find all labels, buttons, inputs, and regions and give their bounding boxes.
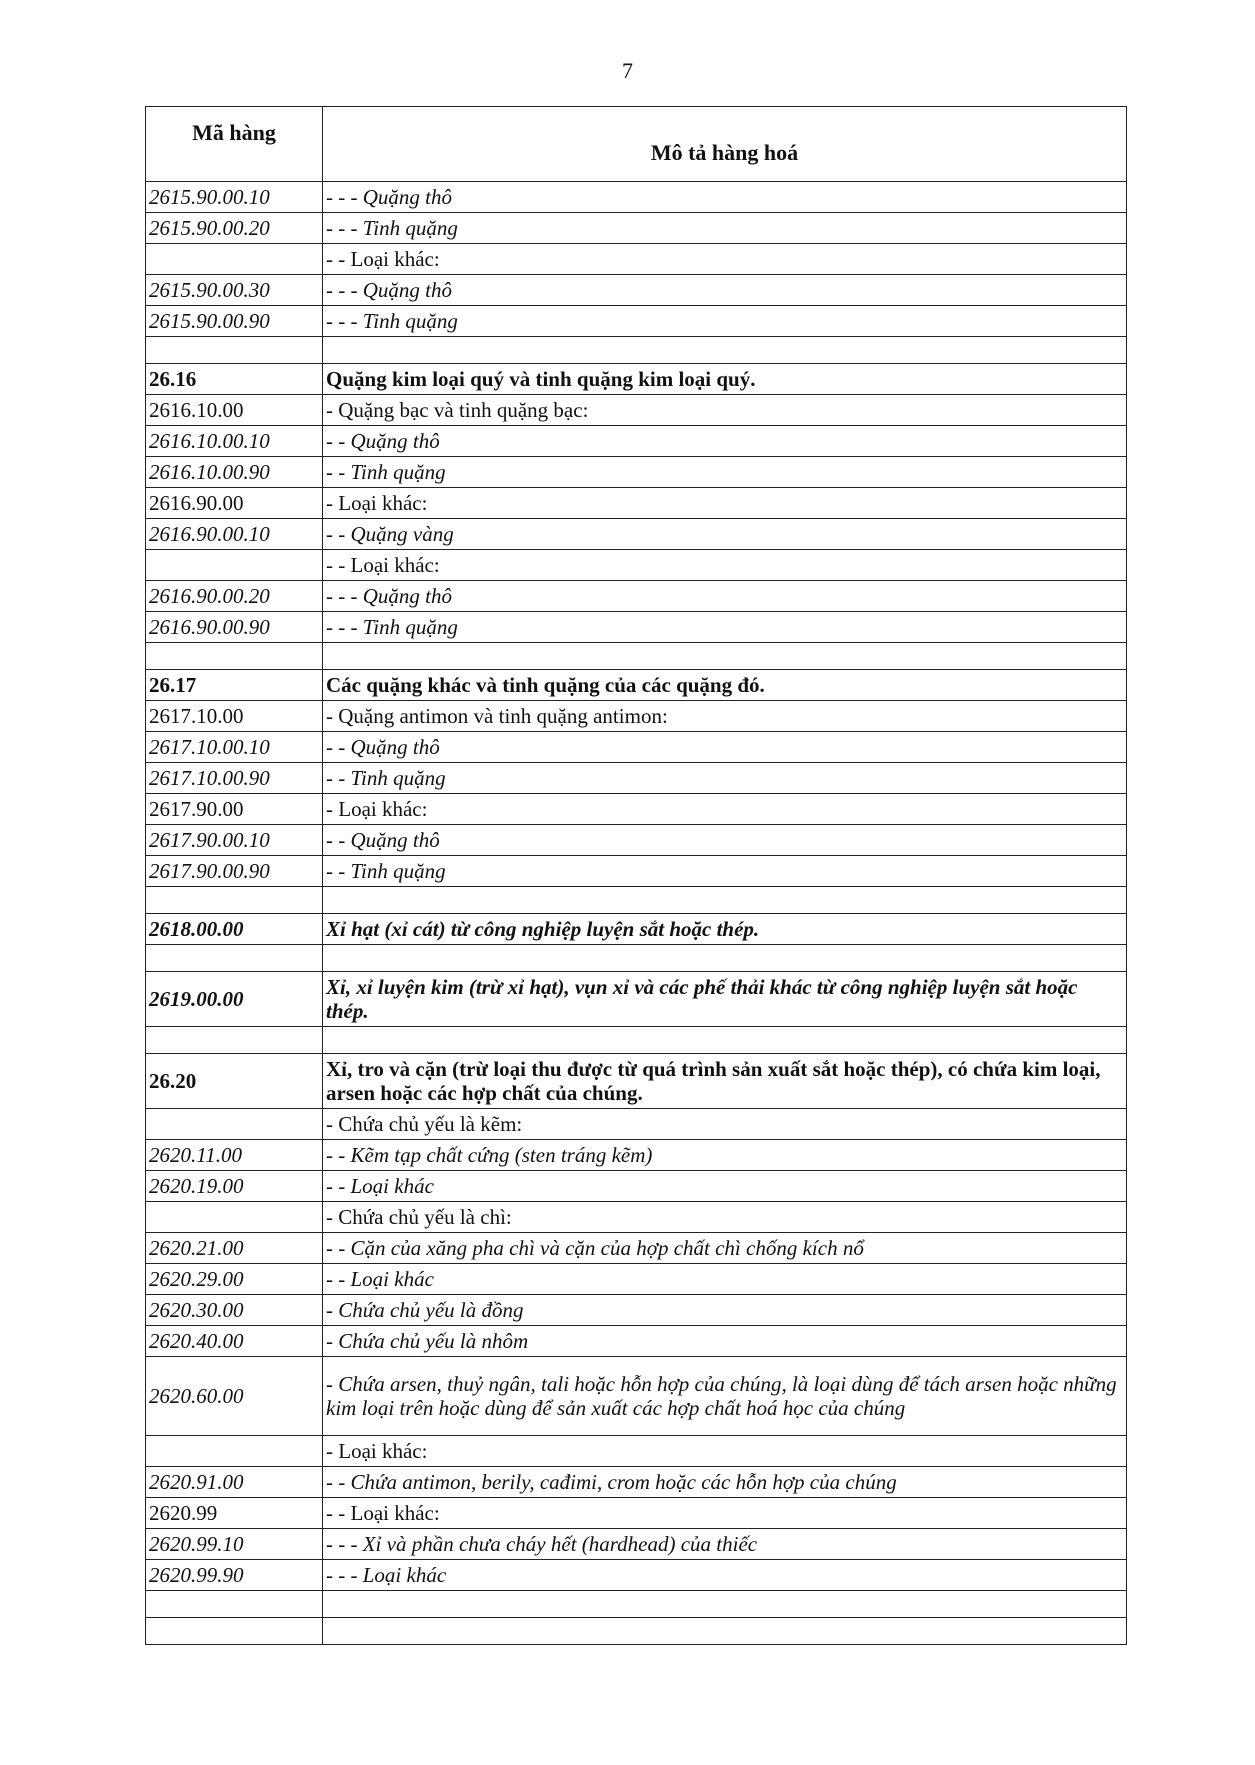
cell-description: - Quặng antimon và tinh quặng antimon: (323, 701, 1127, 732)
cell-description: - Quặng bạc và tinh quặng bạc: (323, 395, 1127, 426)
table-row (146, 1591, 1127, 1618)
cell-code: 2617.10.00.10 (146, 732, 323, 763)
cell-code: 2617.90.00.90 (146, 856, 323, 887)
cell-code: 2617.90.00.10 (146, 825, 323, 856)
cell-description: - - Loại khác: (323, 550, 1127, 581)
table-row (146, 1027, 1127, 1054)
cell-description: - Loại khác: (323, 488, 1127, 519)
cell-description: - - Loại khác (323, 1264, 1127, 1295)
table-row (146, 887, 1127, 914)
cell-code: 2620.91.00 (146, 1467, 323, 1498)
table-header-row (146, 107, 1127, 182)
cell-code: 2616.90.00.10 (146, 519, 323, 550)
cell-code: 2620.99.10 (146, 1529, 323, 1560)
header-code: Mã hàng (146, 107, 323, 182)
cell-description: Quặng kim loại quý và tinh quặng kim loại quý. (323, 364, 1127, 395)
cell-description: - - Quặng thô (323, 732, 1127, 763)
cell-description: - Chứa chủ yếu là kẽm: (323, 1109, 1127, 1140)
cell-code: 2615.90.00.20 (146, 213, 323, 244)
cell-description: - - - Loại khác (323, 1560, 1127, 1591)
cell-code: 2620.11.00 (146, 1140, 323, 1171)
cell-description: - - - Tinh quặng (323, 306, 1127, 337)
cell-description: Xỉ hạt (xỉ cát) từ công nghiệp luyện sắt hoặc thép. (323, 914, 1127, 945)
cell-code: 2620.40.00 (146, 1326, 323, 1357)
table-row (146, 244, 1127, 275)
cell-code: 2615.90.00.90 (146, 306, 323, 337)
cell-description (323, 1591, 1127, 1618)
cell-description: - - - Xỉ và phần chưa cháy hết (hardhead) của thiếc (323, 1529, 1127, 1560)
cell-description: - - Quặng thô (323, 426, 1127, 457)
table-row (146, 1560, 1127, 1591)
cell-code: 26.16 (146, 364, 323, 395)
cell-description: - - Tinh quặng (323, 763, 1127, 794)
cell-description (323, 1618, 1127, 1645)
cell-code (146, 1109, 323, 1140)
table-row (146, 519, 1127, 550)
cell-code: 2620.21.00 (146, 1233, 323, 1264)
table-row (146, 856, 1127, 887)
cell-code: 2616.10.00.10 (146, 426, 323, 457)
table-row (146, 1618, 1127, 1645)
cell-description: - Loại khác: (323, 1436, 1127, 1467)
cell-code (146, 1618, 323, 1645)
cell-code: 2616.90.00 (146, 488, 323, 519)
table-row (146, 1498, 1127, 1529)
cell-code: 2620.29.00 (146, 1264, 323, 1295)
table-row (146, 643, 1127, 670)
cell-code: 2617.10.00 (146, 701, 323, 732)
cell-description: - Loại khác: (323, 794, 1127, 825)
table-row (146, 1467, 1127, 1498)
cell-description (323, 945, 1127, 972)
cell-description (323, 1027, 1127, 1054)
cell-description: - - - Quặng thô (323, 581, 1127, 612)
table-row (146, 1233, 1127, 1264)
cell-code (146, 1027, 323, 1054)
cell-description: - - Quặng vàng (323, 519, 1127, 550)
cell-description: - - - Tinh quặng (323, 612, 1127, 643)
table-row (146, 426, 1127, 457)
cell-code: 2616.10.00 (146, 395, 323, 426)
cell-description (323, 643, 1127, 670)
table-row (146, 972, 1127, 1027)
table-row (146, 1140, 1127, 1171)
table-row (146, 213, 1127, 244)
cell-description: - - - Tinh quặng (323, 213, 1127, 244)
cell-code: 2620.99 (146, 1498, 323, 1529)
table-row (146, 306, 1127, 337)
cell-code: 2620.60.00 (146, 1357, 323, 1436)
cell-description: - - - Quặng thô (323, 182, 1127, 213)
table-row (146, 337, 1127, 364)
cell-description: Xỉ, tro và cặn (trừ loại thu được từ quá trình sản xuất sắt hoặc thép), có chứa kim loại, arsen hoặc các hợp chất của chúng. (323, 1054, 1127, 1109)
cell-code (146, 643, 323, 670)
cell-description: - - Tinh quặng (323, 856, 1127, 887)
table-row (146, 1171, 1127, 1202)
tariff-table (145, 106, 1127, 1645)
cell-code (146, 1591, 323, 1618)
cell-code: 2617.10.00.90 (146, 763, 323, 794)
table-row (146, 488, 1127, 519)
cell-code: 2616.90.00.90 (146, 612, 323, 643)
cell-code: 26.20 (146, 1054, 323, 1109)
table-row (146, 763, 1127, 794)
cell-description: - - Loại khác: (323, 244, 1127, 275)
table-row (146, 1264, 1127, 1295)
table-row (146, 1054, 1127, 1109)
cell-code (146, 1436, 323, 1467)
cell-description: Xỉ, xỉ luyện kim (trừ xỉ hạt), vụn xỉ và các phế thải khác từ công nghiệp luyện sắt hoặc thép. (323, 972, 1127, 1027)
cell-description: - Chứa chủ yếu là chì: (323, 1202, 1127, 1233)
table-row (146, 395, 1127, 426)
cell-description: - - Quặng thô (323, 825, 1127, 856)
table-row (146, 182, 1127, 213)
table-row (146, 1436, 1127, 1467)
table-row (146, 364, 1127, 395)
cell-description: - - Kẽm tạp chất cứng (sten tráng kẽm) (323, 1140, 1127, 1171)
cell-description: - - Tinh quặng (323, 457, 1127, 488)
cell-code: 2616.90.00.20 (146, 581, 323, 612)
cell-code: 2620.99.90 (146, 1560, 323, 1591)
cell-code: 2618.00.00 (146, 914, 323, 945)
cell-description (323, 337, 1127, 364)
cell-description: - - - Quặng thô (323, 275, 1127, 306)
cell-code: 2615.90.00.30 (146, 275, 323, 306)
table-row (146, 612, 1127, 643)
cell-description: - - Chứa antimon, berily, cađimi, crom hoặc các hỗn hợp của chúng (323, 1467, 1127, 1498)
table-row (146, 945, 1127, 972)
cell-code (146, 945, 323, 972)
table-row (146, 825, 1127, 856)
table-row (146, 701, 1127, 732)
table-row (146, 1109, 1127, 1140)
table-row (146, 1357, 1127, 1436)
cell-code (146, 887, 323, 914)
cell-description (323, 887, 1127, 914)
cell-description: Các quặng khác và tinh quặng của các quặng đó. (323, 670, 1127, 701)
header-description: Mô tả hàng hoá (323, 107, 1127, 182)
cell-code: 26.17 (146, 670, 323, 701)
cell-code: 2619.00.00 (146, 972, 323, 1027)
table-row (146, 1202, 1127, 1233)
cell-code: 2615.90.00.10 (146, 182, 323, 213)
table-row (146, 1529, 1127, 1560)
table-row (146, 914, 1127, 945)
cell-code: 2617.90.00 (146, 794, 323, 825)
cell-description: - Chứa arsen, thuỷ ngân, tali hoặc hỗn hợp của chúng, là loại dùng để tách arsen hoặc những kim loại trên hoặc dùng để sản xuất các hợp chất hoá học của chúng (323, 1357, 1127, 1436)
cell-code (146, 1202, 323, 1233)
cell-code: 2620.19.00 (146, 1171, 323, 1202)
cell-code (146, 337, 323, 364)
cell-code: 2616.10.00.90 (146, 457, 323, 488)
cell-code (146, 550, 323, 581)
table-row (146, 794, 1127, 825)
table-row (146, 550, 1127, 581)
table-row (146, 581, 1127, 612)
page-number: 7 (622, 58, 633, 83)
cell-description: - - Cặn của xăng pha chì và cặn của hợp chất chì chống kích nổ (323, 1233, 1127, 1264)
table-body (146, 182, 1127, 1645)
table-row (146, 1326, 1127, 1357)
cell-code: 2620.30.00 (146, 1295, 323, 1326)
cell-description: - Chứa chủ yếu là nhôm (323, 1326, 1127, 1357)
cell-description: - - Loại khác: (323, 1498, 1127, 1529)
table-row (146, 670, 1127, 701)
cell-description: - Chứa chủ yếu là đồng (323, 1295, 1127, 1326)
cell-code (146, 244, 323, 275)
table-row (146, 457, 1127, 488)
table-row (146, 732, 1127, 763)
table-row (146, 275, 1127, 306)
table-row (146, 1295, 1127, 1326)
cell-description: - - Loại khác (323, 1171, 1127, 1202)
